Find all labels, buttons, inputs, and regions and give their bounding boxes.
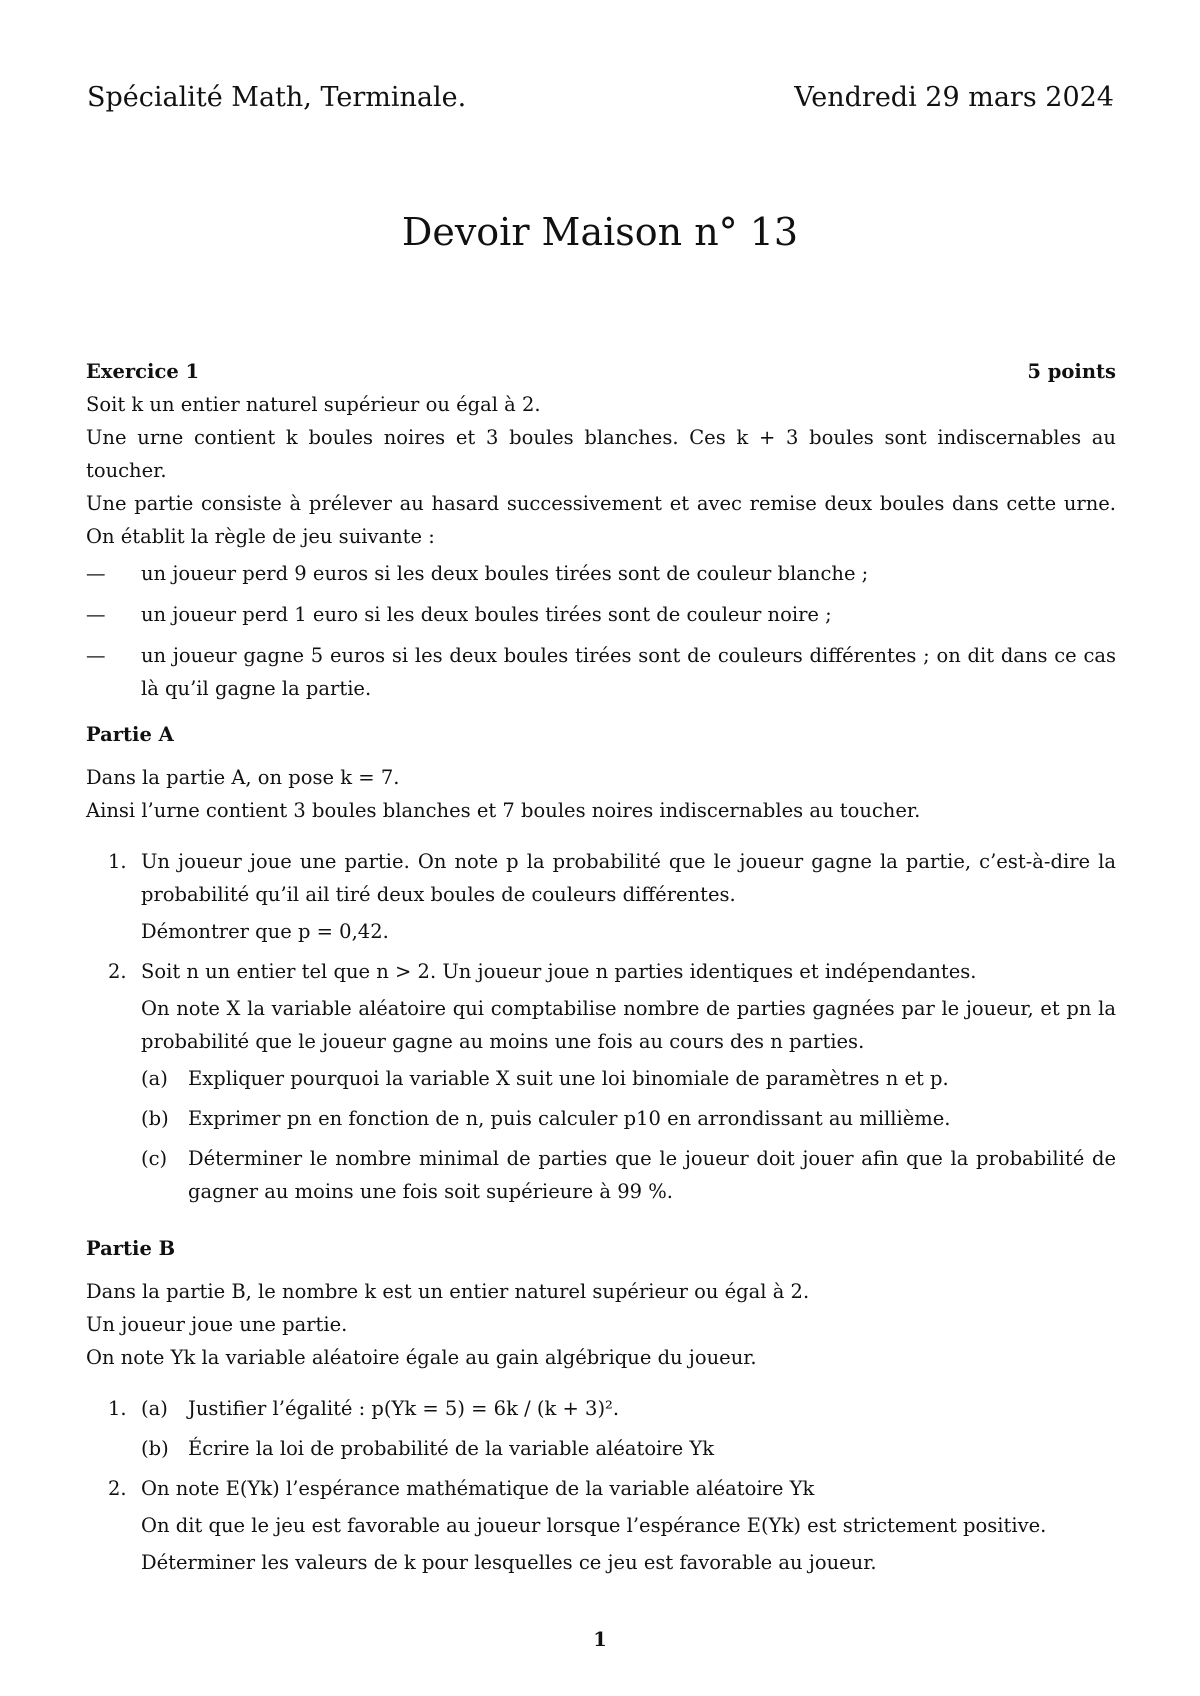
page-header <box>87 78 1114 118</box>
dash-marker: — <box>86 644 106 667</box>
subquestion-item <box>141 1142 1116 1208</box>
subquestion-text: Exprimer pn en fonction de n, puis calculer p10 en arrondissant au millième. <box>188 1107 951 1130</box>
subquestion-label: (c) <box>141 1147 168 1170</box>
document-body <box>86 355 1116 1586</box>
part-a-title: Partie A <box>86 723 174 746</box>
subquestion-label: (b) <box>141 1437 169 1460</box>
part-b-intro-2: Un joueur joue une partie. <box>86 1313 348 1336</box>
exercise-label: Exercice 1 <box>86 360 200 383</box>
part-b-intro-1: Dans la partie B, le nombre k est un entier naturel supérieur ou égal à 2. <box>86 1280 810 1303</box>
rule-text: un joueur perd 9 euros si les deux boules tirées sont de couleur blanche ; <box>141 562 869 585</box>
question-item <box>108 955 1116 1208</box>
rule-item <box>86 557 1116 590</box>
rule-text: un joueur perd 1 euro si les deux boules tirées sont de couleur noire ; <box>141 603 832 626</box>
dash-marker: — <box>86 562 106 585</box>
question-item <box>108 1472 1116 1579</box>
dash-marker: — <box>86 603 106 626</box>
question-item <box>108 845 1116 948</box>
question-number: 2. <box>108 1477 127 1500</box>
subquestion-item <box>141 1432 1116 1465</box>
exercise-header <box>86 355 1116 388</box>
date-label: Vendredi 29 mars 2024 <box>794 82 1114 113</box>
rule-item <box>86 598 1116 631</box>
rules-list <box>86 557 1116 705</box>
rule-text: un joueur gagne 5 euros si les deux boules tirées sont de couleurs différentes ; on dit dans ce cas là qu’il gagne la partie. <box>141 644 1116 700</box>
question-text-2: On dit que le jeu est favorable au joueur lorsque l’espérance E(Yk) est strictement positive. <box>141 1514 1047 1537</box>
exercise-intro-2: Une urne contient k boules noires et 3 boules blanches. Ces k + 3 boules sont indiscernables au toucher. <box>86 426 1116 482</box>
part-a-intro-2: Ainsi l’urne contient 3 boules blanches et 7 boules noires indiscernables au toucher. <box>86 799 921 822</box>
part-b-questions <box>86 1392 1116 1579</box>
question-number: 1. <box>108 1397 127 1420</box>
part-b-intro-3: On note Yk la variable aléatoire égale au gain algébrique du joueur. <box>86 1346 757 1369</box>
question-text-3: Déterminer les valeurs de k pour lesquelles ce jeu est favorable au joueur. <box>141 1551 877 1574</box>
rule-item <box>86 639 1116 705</box>
subquestion-item <box>141 1062 1116 1095</box>
question-text-2: Démontrer que p = 0,42. <box>141 920 389 943</box>
page-number: 1 <box>593 1628 607 1651</box>
question-number: 2. <box>108 960 127 983</box>
question-text: On note E(Yk) l’espérance mathématique de la variable aléatoire Yk <box>141 1477 815 1500</box>
part-a-questions <box>86 845 1116 1208</box>
question-text-2: On note X la variable aléatoire qui comptabilise nombre de parties gagnées par le joueur, et pn la probabilité que le joueur gagne au moins une fois au cours des n parties. <box>141 997 1116 1053</box>
exercise-points: 5 points <box>1027 360 1116 383</box>
subquestion-label: (b) <box>141 1107 169 1130</box>
part-b-title: Partie B <box>86 1237 176 1260</box>
subquestion-label: (a) <box>141 1067 168 1090</box>
subquestion-item <box>141 1392 1116 1425</box>
subquestion-text: Expliquer pourquoi la variable X suit une loi binomiale de paramètres n et p. <box>188 1067 949 1090</box>
subquestion-label: (a) <box>141 1397 168 1420</box>
subquestion-item <box>141 1102 1116 1135</box>
exercise-intro-1: Soit k un entier naturel supérieur ou égal à 2. <box>86 393 541 416</box>
question-text: Un joueur joue une partie. On note p la probabilité que le joueur gagne la partie, c’est-à-dire la probabilité qu’il ail tiré deux boules de couleurs différentes. <box>141 850 1116 906</box>
question-text: Soit n un entier tel que n > 2. Un joueur joue n parties identiques et indépendantes. <box>141 960 977 983</box>
question-item <box>108 1392 1116 1465</box>
subquestion-list <box>141 1062 1116 1208</box>
question-number: 1. <box>108 850 127 873</box>
exercise-intro-3: Une partie consiste à prélever au hasard successivement et avec remise deux boules dans cette urne. On établit la règle de jeu suivante : <box>86 492 1116 548</box>
subquestion-text: Écrire la loi de probabilité de la variable aléatoire Yk <box>188 1437 715 1460</box>
subquestion-text: Déterminer le nombre minimal de parties que le joueur doit jouer afin que la probabilité de gagner au moins une fois soit supérieure à 99 %. <box>188 1147 1116 1203</box>
part-a-intro-1: Dans la partie A, on pose k = 7. <box>86 766 400 789</box>
document-title: Devoir Maison n° 13 <box>401 210 799 254</box>
course-label: Spécialité Math, Terminale. <box>87 82 467 113</box>
subquestion-text: Justifier l’égalité : p(Yk = 5) = 6k / (k + 3)². <box>188 1397 620 1420</box>
subquestion-list <box>141 1392 1116 1465</box>
